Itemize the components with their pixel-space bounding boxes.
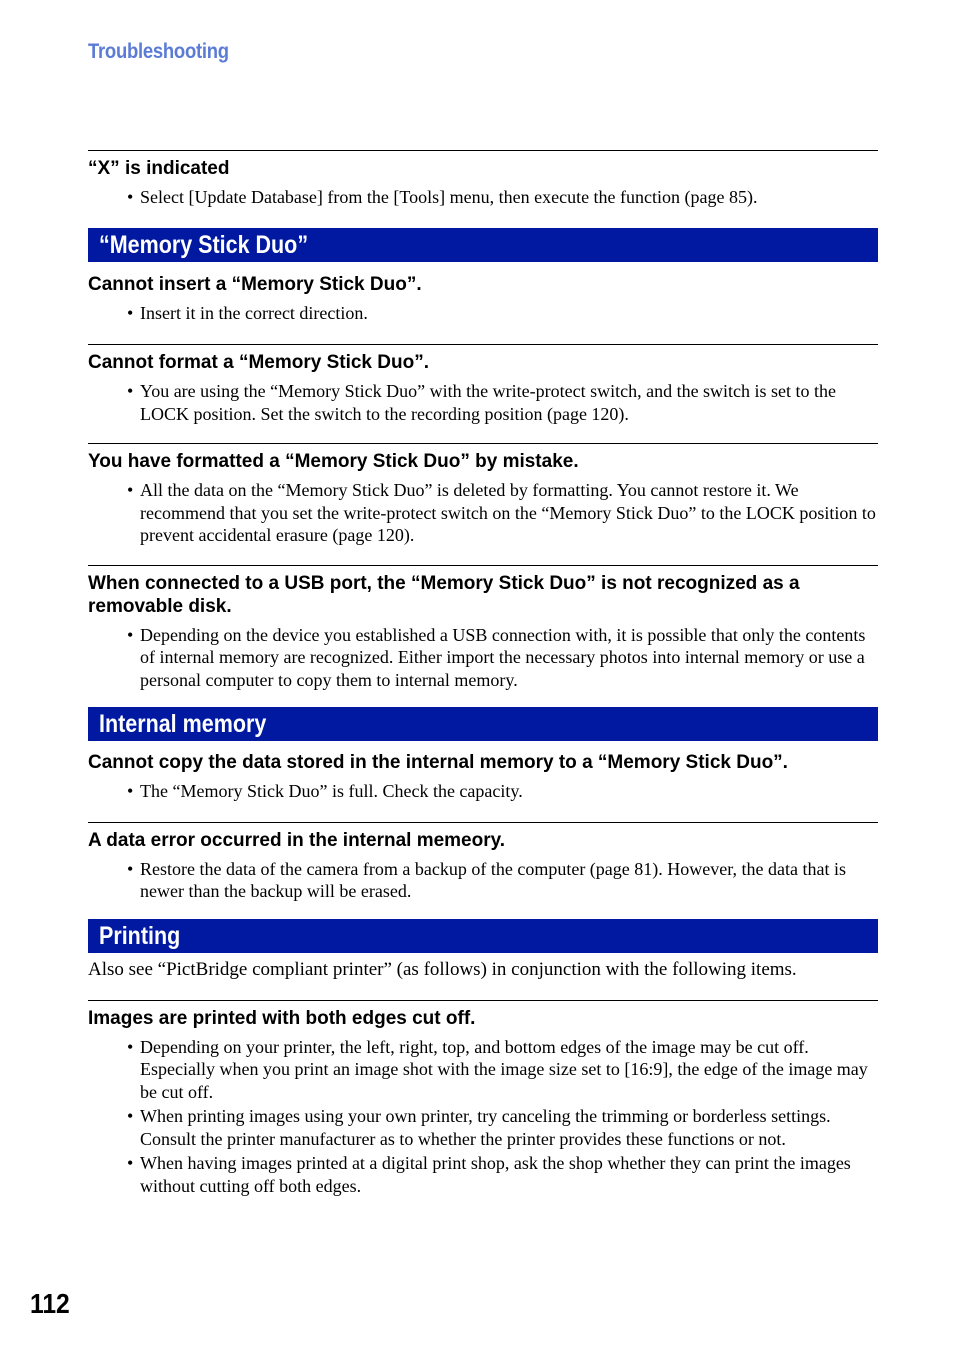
- question-heading: Cannot format a “Memory Stick Duo”.: [88, 352, 429, 373]
- answer-item: • All the data on the “Memory Stick Duo” is deleted by formatting. You cannot restore it. We recommend that you set the write-protect switch on the “Memory Stick Duo” to the LOCK position to prevent accidental erasure (page 120).: [88, 479, 878, 547]
- divider: [88, 443, 878, 444]
- answer-item: • Depending on your printer, the left, right, top, and bottom edges of the image may be cut off. Especially when you print an image shot with the image size set to [16:9], the edge of the image may be cut off.: [88, 1036, 878, 1104]
- divider: [88, 565, 878, 566]
- section-header-memory-stick: [88, 228, 878, 262]
- question-heading: A data error occurred in the internal memeory.: [88, 829, 506, 851]
- question-heading: You have formatted a “Memory Stick Duo” by mistake.: [88, 451, 579, 472]
- question-heading: “X” is indicated: [88, 158, 230, 179]
- section-title: “Memory Stick Duo”: [99, 230, 309, 259]
- divider: [88, 344, 878, 345]
- answer-list: [88, 1036, 878, 1198]
- page-number: 112: [30, 1288, 70, 1319]
- question-heading: Cannot insert a “Memory Stick Duo”.: [88, 273, 422, 295]
- answer-item: • When having images printed at a digital print shop, ask the shop whether they can print the images without cutting off both edges.: [88, 1152, 878, 1197]
- answer-list: [88, 624, 878, 692]
- answer-list: [88, 858, 878, 903]
- question-heading: Images are printed with both edges cut off.: [88, 1007, 476, 1029]
- answer-list: [88, 380, 878, 425]
- question-heading: Cannot copy the data stored in the internal memory to a “Memory Stick Duo”.: [88, 752, 788, 773]
- answer-item: • You are using the “Memory Stick Duo” with the write-protect switch, and the switch is set to the LOCK position. Set the switch to the recording position (page 120).: [88, 380, 878, 425]
- section-header-internal-memory: [88, 707, 878, 741]
- running-head: Troubleshooting: [88, 40, 229, 63]
- section-header-printing: [88, 919, 878, 953]
- question-heading: When connected to a USB port, the “Memory Stick Duo” is not recognized as a removable disk.: [88, 572, 800, 617]
- answer-item: • Depending on the device you established a USB connection with, it is possible that only the contents of internal memory are recognized. Either import the necessary photos into internal memory or use a personal computer to copy them to internal memory.: [88, 624, 878, 692]
- answer-list: [88, 780, 878, 803]
- answer-list: [88, 479, 878, 547]
- answer-item: • Select [Update Database] from the [Tools] menu, then execute the function (page 85).: [88, 186, 878, 209]
- page-content: [88, 150, 878, 1199]
- answer-item: • Insert it in the correct direction.: [88, 302, 878, 325]
- answer-item: • Restore the data of the camera from a backup of the computer (page 81). However, the data that is newer than the backup will be erased.: [88, 858, 878, 903]
- divider: [88, 150, 878, 151]
- answer-list: [88, 302, 878, 325]
- section-title: Internal memory: [99, 710, 267, 738]
- answer-item: • When printing images using your own printer, try canceling the trimming or borderless settings. Consult the printer manufacturer as to whether the printer provides these functions or not.: [88, 1105, 878, 1150]
- section-intro: Also see “PictBridge compliant printer” (as follows) in conjunction with the following items.: [88, 958, 797, 980]
- section-title: Printing: [99, 921, 181, 950]
- divider: [88, 822, 878, 823]
- divider: [88, 1000, 878, 1001]
- answer-item: • The “Memory Stick Duo” is full. Check the capacity.: [88, 780, 878, 803]
- answer-list: [88, 186, 878, 209]
